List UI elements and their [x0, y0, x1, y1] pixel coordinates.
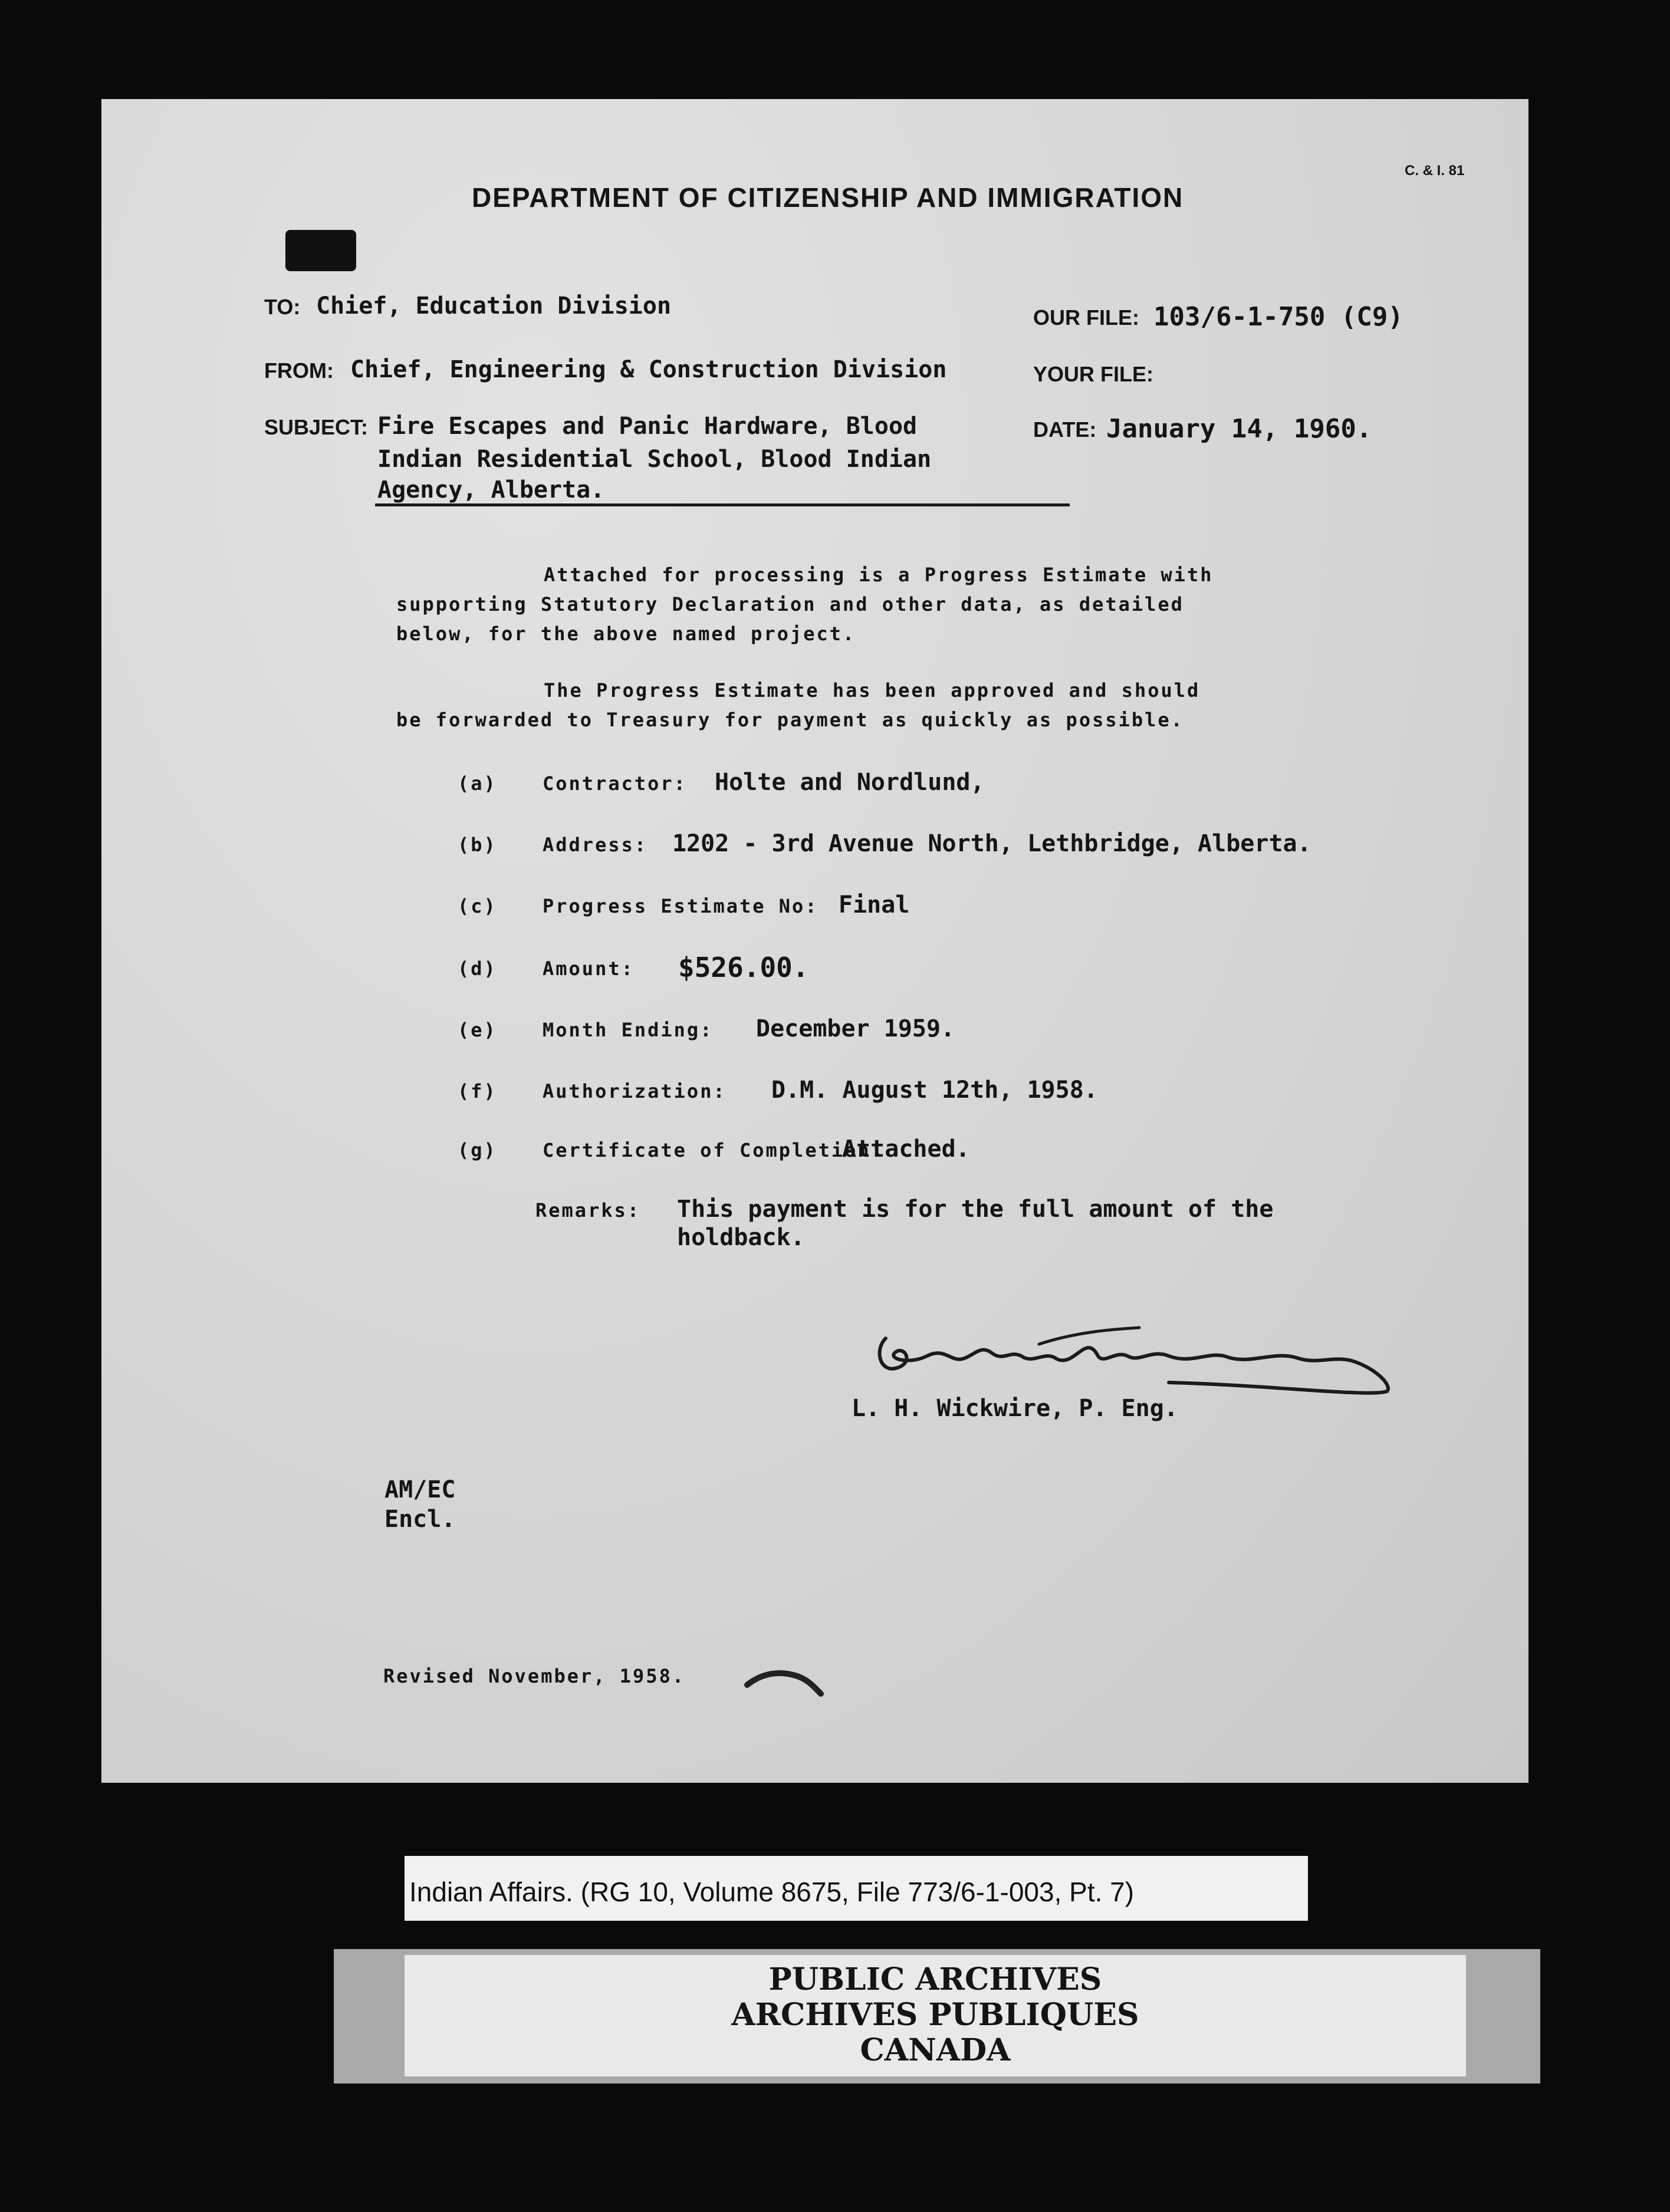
item-c-letter: (c) — [458, 895, 497, 917]
item-c-key: Progress Estimate No: — [543, 895, 818, 917]
subject-label: SUBJECT: — [264, 415, 369, 439]
remarks-label: Remarks: — [535, 1199, 641, 1222]
revised-note: Revised November, 1958. — [383, 1665, 686, 1687]
item-f-value: D.M. August 12th, 1958. — [771, 1077, 1098, 1104]
ink-blot — [285, 230, 356, 271]
item-d-letter: (d) — [458, 957, 497, 980]
item-b-key: Address: — [543, 834, 648, 856]
department-heading: DEPARTMENT OF CITIZENSHIP AND IMMIGRATION — [472, 182, 1184, 213]
item-e-value: December 1959. — [756, 1015, 955, 1042]
to-value: Chief, Education Division — [316, 292, 672, 320]
typist-initials: AM/EC — [384, 1476, 456, 1503]
item-g-letter: (g) — [458, 1139, 497, 1161]
archive-stamp — [405, 1955, 1466, 2076]
item-a-letter: (a) — [458, 772, 497, 795]
item-g-value: Attached. — [842, 1135, 970, 1163]
item-a-key: Contractor: — [543, 772, 687, 795]
from-value: Chief, Engineering & Construction Division — [350, 356, 947, 383]
item-e-letter: (e) — [458, 1019, 497, 1041]
item-d-key: Amount: — [543, 957, 635, 980]
subject-underline — [375, 503, 1070, 506]
archive-line-1: PUBLIC ARCHIVES — [768, 1961, 1102, 1997]
item-d-value: $526.00. — [678, 952, 809, 983]
our-file-label: OUR FILE: — [1033, 305, 1139, 330]
date-value: January 14, 1960. — [1106, 414, 1372, 444]
to-label: TO: — [264, 295, 301, 319]
item-e-key: Month Ending: — [543, 1019, 714, 1041]
our-file-value: 103/6-1-750 (C9) — [1153, 302, 1403, 332]
archive-line-2: ARCHIVES PUBLIQUES — [731, 1997, 1139, 2033]
remarks-line-1: This payment is for the full amount of the — [677, 1196, 1274, 1223]
item-b-value: 1202 - 3rd Avenue North, Lethbridge, Alberta. — [672, 830, 1311, 857]
enclosure-note: Encl. — [384, 1506, 456, 1533]
form-code: C. & I. 81 — [1405, 163, 1465, 179]
archive-band — [334, 1949, 1540, 2083]
archive-line-3: CANADA — [860, 2032, 1011, 2068]
paragraph-1-line-2: supporting Statutory Declaration and other data, as detailed — [396, 593, 1184, 615]
your-file-label: YOUR FILE: — [1033, 362, 1153, 386]
citation-text: Indian Affairs. (RG 10, Volume 8675, File 773/6-1-003, Pt. 7) — [409, 1877, 1135, 1907]
subject-line-2: Indian Residential School, Blood Indian — [377, 446, 932, 473]
citation-strip — [405, 1856, 1308, 1921]
ink-squiggle — [744, 1667, 827, 1703]
item-f-letter: (f) — [458, 1080, 497, 1102]
memo-page — [101, 99, 1528, 1783]
subject-line-3: Agency, Alberta. — [377, 476, 605, 503]
item-a-value: Holte and Nordlund, — [715, 769, 985, 796]
item-f-key: Authorization: — [543, 1080, 726, 1102]
from-label: FROM: — [264, 358, 334, 383]
item-g-key: Certificate of Completion: — [543, 1139, 884, 1161]
item-b-letter: (b) — [458, 834, 497, 856]
subject-line-1: Fire Escapes and Panic Hardware, Blood — [377, 413, 918, 440]
remarks-line-2: holdback. — [677, 1224, 805, 1251]
paragraph-1-line-1: Attached for processing is a Progress Estimate with — [544, 564, 1214, 586]
paragraph-2-line-2: be forwarded to Treasury for payment as quickly as possible. — [396, 709, 1184, 731]
signatory-name: L. H. Wickwire, P. Eng. — [852, 1395, 1178, 1422]
paragraph-1-line-3: below, for the above named project. — [396, 623, 856, 645]
paragraph-2-line-1: The Progress Estimate has been approved and should — [544, 679, 1201, 702]
date-label: DATE: — [1033, 417, 1097, 442]
item-c-value: Final — [839, 891, 910, 919]
